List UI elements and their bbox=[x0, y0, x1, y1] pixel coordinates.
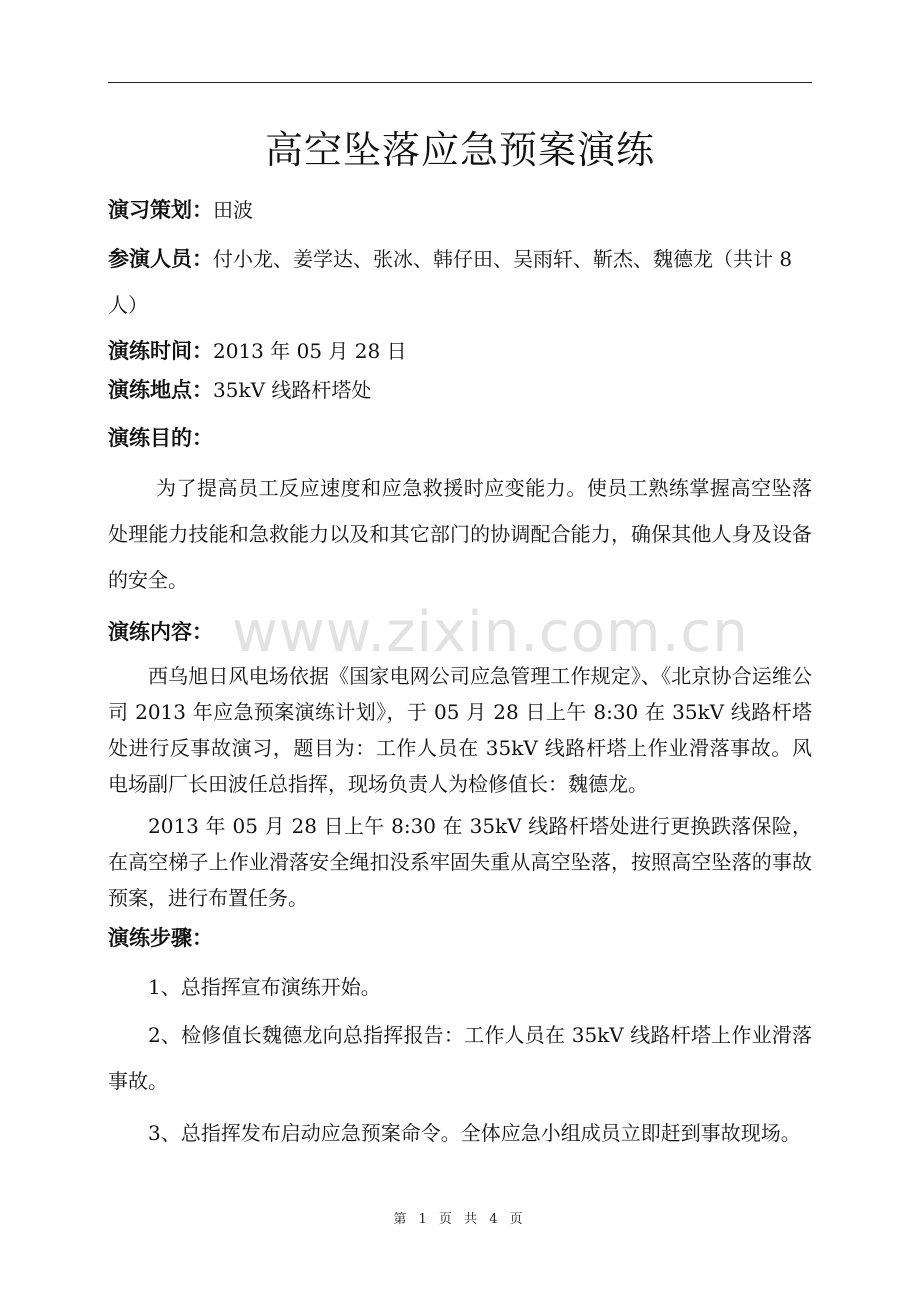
time-field bbox=[108, 331, 812, 371]
planner-value: 田波 bbox=[213, 198, 253, 222]
participants-label: 参演人员： bbox=[108, 247, 213, 271]
header-rule bbox=[108, 82, 812, 83]
page-footer: 第 1 页 共 4 页 bbox=[393, 1212, 527, 1227]
planner-field bbox=[108, 190, 812, 230]
step-item-3: 3、总指挥发布启动应急预案命令。全体应急小组成员立即赶到事故现场。 bbox=[148, 1121, 801, 1145]
step-item-2: 2、检修值长魏德龙向总指挥报告：工作人员在 35kV 线路杆塔上作业滑落事故。 bbox=[108, 1023, 812, 1093]
purpose-paragraph: 为了提高员工反应速度和应急救援时应变能力。使员工熟练掌握高空坠落处理能力技能和急救能力以及和其它部门的协调配合能力，确保其他人身及设备的安全。 bbox=[108, 476, 812, 592]
watermark-text: www.zixin.com.cn bbox=[232, 600, 749, 665]
steps-heading: 演练步骤： bbox=[108, 926, 213, 950]
purpose-heading: 演练目的： bbox=[108, 426, 213, 450]
time-label: 演练时间： bbox=[108, 339, 213, 363]
time-value: 2013 年 05 月 28 日 bbox=[213, 339, 407, 363]
content-heading: 演练内容： bbox=[108, 620, 213, 644]
location-value: 35kV 线路杆塔处 bbox=[213, 378, 372, 402]
content-paragraph-1: 西乌旭日风电场依据《国家电网公司应急管理工作规定》、《北京协合运维公司 2013 年应急预案演练计划》，于 05 月 28 日上午 8:30 在 35kV 线路杆塔处进行反事故演习，题目为：工作人员在 35kV 线路杆塔上作业滑落事故。风电场副厂长田波任总指挥，现场负责人为检修值长：魏德龙。 bbox=[108, 664, 812, 796]
participants-field bbox=[108, 236, 812, 328]
planner-label: 演习策划： bbox=[108, 198, 213, 222]
content-paragraph-2: 2013 年 05 月 28 日上午 8:30 在 35kV 线路杆塔处进行更换跌落保险，在高空梯子上作业滑落安全绳扣没系牢固失重从高空坠落，按照高空坠落的事故预案，进行布置任务。 bbox=[108, 814, 812, 910]
page-title: 高空坠落应急预案演练 bbox=[264, 128, 655, 172]
step-item-1: 1、总指挥宣布演练开始。 bbox=[148, 975, 381, 999]
location-field bbox=[108, 370, 812, 410]
participants-value: 付小龙、姜学达、张冰、韩仔田、吴雨轩、靳杰、魏德龙（共计 8 人） bbox=[108, 247, 793, 317]
location-label: 演练地点： bbox=[108, 378, 213, 402]
